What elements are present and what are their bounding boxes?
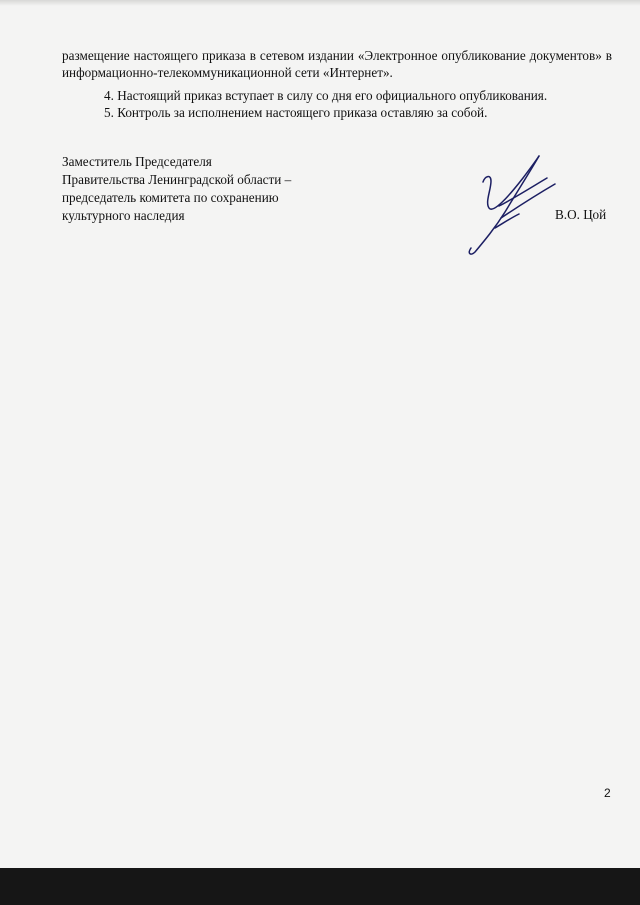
scan-border [0,868,640,905]
paragraph-continuation: размещение настоящего приказа в сетевом издании «Электронное опубликование документов» в информационно-телекоммуникационной сети «Интернет». [62,48,612,80]
handwritten-signature [455,148,560,258]
signatory-title-line: культурного наследия [62,208,185,223]
signatory-title [62,153,362,225]
signatory-title-line: председатель комитета по сохранению [62,190,279,205]
page-number: 2 [604,786,611,800]
item-5: 5. Контроль за исполнением настоящего приказа оставляю за собой. [104,105,488,120]
scan-edge [0,0,640,6]
signatory-title-line: Заместитель Председателя [62,154,212,169]
signatory-title-line: Правительства Ленинградской области – [62,172,292,187]
item-4: 4. Настоящий приказ вступает в силу со дня его официального опубликования. [104,88,548,103]
signatory-name: В.О. Цой [555,207,607,222]
